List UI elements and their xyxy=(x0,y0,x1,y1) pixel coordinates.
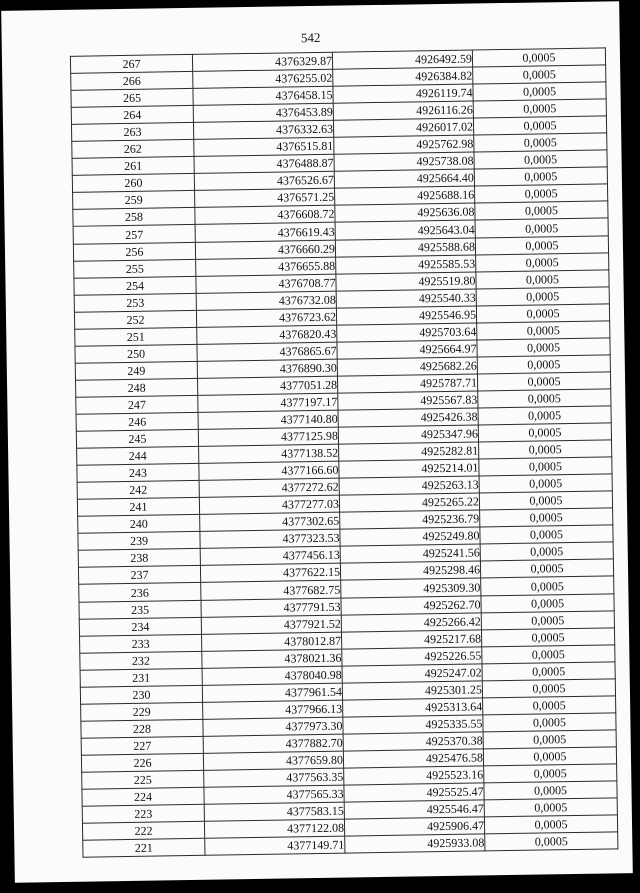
x-coordinate-cell: 4377456.13 xyxy=(200,547,340,566)
coordinate-table-body xyxy=(70,48,618,858)
tolerance-cell: 0,0005 xyxy=(483,747,616,766)
point-number-cell: 224 xyxy=(82,787,204,806)
point-number-cell: 232 xyxy=(80,651,202,670)
x-coordinate-cell: 4376329.87 xyxy=(192,52,332,71)
x-coordinate-cell: 4376655.88 xyxy=(196,257,336,276)
tolerance-cell: 0,0005 xyxy=(478,389,611,408)
y-coordinate-cell: 4925236.79 xyxy=(340,510,480,529)
x-coordinate-cell: 4377197.17 xyxy=(198,393,338,412)
page-number: 542 xyxy=(300,29,321,46)
y-coordinate-cell: 4925636.08 xyxy=(335,203,475,222)
tolerance-cell: 0,0005 xyxy=(476,252,609,271)
tolerance-cell: 0,0005 xyxy=(482,662,615,681)
y-coordinate-cell: 4925588.68 xyxy=(335,238,475,257)
y-coordinate-cell: 4925682.26 xyxy=(337,357,477,376)
tolerance-cell: 0,0005 xyxy=(484,798,617,817)
point-number-cell: 243 xyxy=(77,463,199,482)
y-coordinate-cell: 4925298.46 xyxy=(340,561,480,580)
y-coordinate-cell: 4925546.47 xyxy=(344,800,484,819)
tolerance-cell: 0,0005 xyxy=(481,576,614,595)
tolerance-cell: 0,0005 xyxy=(473,82,606,101)
y-coordinate-cell: 4925664.97 xyxy=(337,340,477,359)
x-coordinate-cell: 4376332.63 xyxy=(193,120,333,139)
y-coordinate-cell: 4925247.02 xyxy=(342,664,482,683)
x-coordinate-cell: 4377659.80 xyxy=(203,751,343,770)
point-number-cell: 245 xyxy=(76,429,198,448)
point-number-cell: 254 xyxy=(74,276,196,295)
point-number-cell: 222 xyxy=(82,821,204,840)
tolerance-cell: 0,0005 xyxy=(480,525,613,544)
x-coordinate-cell: 4377882.70 xyxy=(203,734,343,753)
y-coordinate-cell: 4925546.95 xyxy=(336,306,476,325)
y-coordinate-cell: 4926384.82 xyxy=(333,67,473,86)
y-coordinate-cell: 4925540.33 xyxy=(336,289,476,308)
y-coordinate-cell: 4925347.96 xyxy=(338,425,478,444)
point-number-cell: 244 xyxy=(77,446,199,465)
y-coordinate-cell: 4925370.38 xyxy=(343,732,483,751)
point-number-cell: 250 xyxy=(75,344,197,363)
point-number-cell: 247 xyxy=(76,395,198,414)
point-number-cell: 233 xyxy=(80,634,202,653)
point-number-cell: 251 xyxy=(75,327,197,346)
point-number-cell: 262 xyxy=(72,140,194,159)
point-number-cell: 230 xyxy=(80,685,202,704)
point-number-cell: 249 xyxy=(75,361,197,380)
x-coordinate-cell: 4376255.02 xyxy=(193,69,333,88)
y-coordinate-cell: 4925249.80 xyxy=(340,527,480,546)
point-number-cell: 263 xyxy=(71,123,193,142)
tolerance-cell: 0,0005 xyxy=(480,508,613,527)
tolerance-cell: 0,0005 xyxy=(475,184,608,203)
tolerance-cell: 0,0005 xyxy=(473,116,606,135)
x-coordinate-cell: 4378021.36 xyxy=(202,649,342,668)
y-coordinate-cell: 4925643.04 xyxy=(335,220,475,239)
x-coordinate-cell: 4376865.67 xyxy=(197,342,337,361)
x-coordinate-cell: 4376526.67 xyxy=(194,172,334,191)
coordinate-table-container xyxy=(70,47,618,858)
x-coordinate-cell: 4377125.98 xyxy=(198,427,338,446)
x-coordinate-cell: 4377140.80 xyxy=(198,410,338,429)
point-number-cell: 266 xyxy=(71,71,193,90)
y-coordinate-cell: 4926017.02 xyxy=(333,118,473,137)
point-number-cell: 264 xyxy=(71,106,193,125)
x-coordinate-cell: 4377149.71 xyxy=(205,836,345,855)
point-number-cell: 239 xyxy=(78,532,200,551)
point-number-cell: 265 xyxy=(71,88,193,107)
x-coordinate-cell: 4377051.28 xyxy=(197,376,337,395)
point-number-cell: 221 xyxy=(83,838,205,857)
x-coordinate-cell: 4377583.15 xyxy=(204,802,344,821)
point-number-cell: 234 xyxy=(79,617,201,636)
tolerance-cell: 0,0005 xyxy=(476,304,609,323)
tolerance-cell: 0,0005 xyxy=(481,627,614,646)
tolerance-cell: 0,0005 xyxy=(479,474,612,493)
tolerance-cell: 0,0005 xyxy=(485,832,618,851)
tolerance-cell: 0,0005 xyxy=(475,201,608,220)
x-coordinate-cell: 4377961.54 xyxy=(202,683,342,702)
x-coordinate-cell: 4376732.08 xyxy=(196,291,336,310)
tolerance-cell: 0,0005 xyxy=(483,713,616,732)
x-coordinate-cell: 4378040.98 xyxy=(202,666,342,685)
point-number-cell: 256 xyxy=(73,242,195,261)
y-coordinate-cell: 4925282.81 xyxy=(339,442,479,461)
x-coordinate-cell: 4377563.35 xyxy=(204,768,344,787)
tolerance-cell: 0,0005 xyxy=(482,644,615,663)
x-coordinate-cell: 4376820.43 xyxy=(197,325,337,344)
tolerance-cell: 0,0005 xyxy=(475,235,608,254)
tolerance-cell: 0,0005 xyxy=(474,133,607,152)
point-number-cell: 236 xyxy=(79,583,201,602)
tolerance-cell: 0,0005 xyxy=(479,457,612,476)
point-number-cell: 258 xyxy=(73,208,195,227)
tolerance-cell: 0,0005 xyxy=(474,167,607,186)
tolerance-cell: 0,0005 xyxy=(477,355,610,374)
point-number-cell: 225 xyxy=(82,770,204,789)
point-number-cell: 228 xyxy=(81,719,203,738)
point-number-cell: 226 xyxy=(81,753,203,772)
y-coordinate-cell: 4925567.83 xyxy=(338,391,478,410)
y-coordinate-cell: 4925226.55 xyxy=(342,647,482,666)
y-coordinate-cell: 4925335.55 xyxy=(343,715,483,734)
x-coordinate-cell: 4376458.15 xyxy=(193,86,333,105)
tolerance-cell: 0,0005 xyxy=(474,150,607,169)
y-coordinate-cell: 4925519.80 xyxy=(336,272,476,291)
tolerance-cell: 0,0005 xyxy=(483,696,616,715)
point-number-cell: 248 xyxy=(75,378,197,397)
x-coordinate-cell: 4377272.62 xyxy=(199,478,339,497)
x-coordinate-cell: 4377138.52 xyxy=(199,444,339,463)
point-number-cell: 267 xyxy=(70,54,192,73)
tolerance-cell: 0,0005 xyxy=(480,559,613,578)
document-page xyxy=(1,1,633,883)
x-coordinate-cell: 4377302.65 xyxy=(200,512,340,531)
x-coordinate-cell: 4377973.30 xyxy=(203,717,343,736)
point-number-cell: 242 xyxy=(77,481,199,500)
x-coordinate-cell: 4377166.60 xyxy=(199,461,339,480)
x-coordinate-cell: 4378012.87 xyxy=(202,632,342,651)
point-number-cell: 252 xyxy=(74,310,196,329)
x-coordinate-cell: 4376608.72 xyxy=(195,206,335,225)
x-coordinate-cell: 4377791.53 xyxy=(201,598,341,617)
tolerance-cell: 0,0005 xyxy=(481,610,614,629)
point-number-cell: 237 xyxy=(78,566,200,585)
point-number-cell: 255 xyxy=(74,259,196,278)
tolerance-cell: 0,0005 xyxy=(476,287,609,306)
x-coordinate-cell: 4377277.03 xyxy=(199,495,339,514)
tolerance-cell: 0,0005 xyxy=(478,423,611,442)
tolerance-cell: 0,0005 xyxy=(479,440,612,459)
x-coordinate-cell: 4376571.25 xyxy=(195,189,335,208)
y-coordinate-cell: 4925585.53 xyxy=(336,255,476,274)
x-coordinate-cell: 4377921.52 xyxy=(201,615,341,634)
y-coordinate-cell: 4925762.98 xyxy=(334,135,474,154)
tolerance-cell: 0,0005 xyxy=(478,406,611,425)
y-coordinate-cell: 4925309.30 xyxy=(341,578,481,597)
y-coordinate-cell: 4925241.56 xyxy=(340,544,480,563)
x-coordinate-cell: 4377682.75 xyxy=(201,581,341,600)
point-number-cell: 235 xyxy=(79,600,201,619)
y-coordinate-cell: 4925214.01 xyxy=(339,459,479,478)
y-coordinate-cell: 4925703.64 xyxy=(337,323,477,342)
y-coordinate-cell: 4925426.38 xyxy=(338,408,478,427)
tolerance-cell: 0,0005 xyxy=(477,372,610,391)
x-coordinate-cell: 4377122.08 xyxy=(204,819,344,838)
x-coordinate-cell: 4376488.87 xyxy=(194,154,334,173)
y-coordinate-cell: 4925266.42 xyxy=(341,612,481,631)
point-number-cell: 261 xyxy=(72,157,194,176)
point-number-cell: 223 xyxy=(82,804,204,823)
y-coordinate-cell: 4926116.26 xyxy=(333,101,473,120)
tolerance-cell: 0,0005 xyxy=(484,781,617,800)
point-number-cell: 257 xyxy=(73,225,195,244)
x-coordinate-cell: 4377622.15 xyxy=(200,564,340,583)
point-number-cell: 227 xyxy=(81,736,203,755)
x-coordinate-cell: 4377323.53 xyxy=(200,529,340,548)
y-coordinate-cell: 4925217.68 xyxy=(341,630,481,649)
point-number-cell: 241 xyxy=(77,498,199,517)
y-coordinate-cell: 4925787.71 xyxy=(337,374,477,393)
y-coordinate-cell: 4925906.47 xyxy=(344,817,484,836)
x-coordinate-cell: 4376723.62 xyxy=(196,308,336,327)
x-coordinate-cell: 4377966.13 xyxy=(203,700,343,719)
y-coordinate-cell: 4925301.25 xyxy=(342,681,482,700)
y-coordinate-cell: 4925933.08 xyxy=(345,834,485,853)
tolerance-cell: 0,0005 xyxy=(484,815,617,834)
tolerance-cell: 0,0005 xyxy=(473,65,606,84)
tolerance-cell: 0,0005 xyxy=(476,270,609,289)
point-number-cell: 238 xyxy=(78,549,200,568)
point-number-cell: 231 xyxy=(80,668,202,687)
y-coordinate-cell: 4925476.58 xyxy=(343,749,483,768)
x-coordinate-cell: 4376660.29 xyxy=(195,240,335,259)
x-coordinate-cell: 4376515.81 xyxy=(194,137,334,156)
y-coordinate-cell: 4925688.16 xyxy=(335,186,475,205)
y-coordinate-cell: 4925664.40 xyxy=(334,169,474,188)
tolerance-cell: 0,0005 xyxy=(473,99,606,118)
coordinate-table xyxy=(70,47,619,858)
tolerance-cell: 0,0005 xyxy=(482,679,615,698)
y-coordinate-cell: 4926119.74 xyxy=(333,84,473,103)
y-coordinate-cell: 4925263.13 xyxy=(339,476,479,495)
x-coordinate-cell: 4376619.43 xyxy=(195,223,335,242)
y-coordinate-cell: 4925525.47 xyxy=(344,783,484,802)
tolerance-cell: 0,0005 xyxy=(479,491,612,510)
point-number-cell: 240 xyxy=(78,515,200,534)
y-coordinate-cell: 4926492.59 xyxy=(332,50,472,69)
point-number-cell: 259 xyxy=(73,191,195,210)
y-coordinate-cell: 4925523.16 xyxy=(344,766,484,785)
y-coordinate-cell: 4925265.22 xyxy=(339,493,479,512)
x-coordinate-cell: 4376708.77 xyxy=(196,274,336,293)
x-coordinate-cell: 4376453.89 xyxy=(193,103,333,122)
tolerance-cell: 0,0005 xyxy=(483,730,616,749)
point-number-cell: 229 xyxy=(81,702,203,721)
x-coordinate-cell: 4376890.30 xyxy=(197,359,337,378)
point-number-cell: 253 xyxy=(74,293,196,312)
point-number-cell: 246 xyxy=(76,412,198,431)
point-number-cell: 260 xyxy=(72,174,194,193)
tolerance-cell: 0,0005 xyxy=(477,338,610,357)
x-coordinate-cell: 4377565.33 xyxy=(204,785,344,804)
y-coordinate-cell: 4925313.64 xyxy=(343,698,483,717)
tolerance-cell: 0,0005 xyxy=(472,48,605,67)
tolerance-cell: 0,0005 xyxy=(477,321,610,340)
tolerance-cell: 0,0005 xyxy=(475,218,608,237)
tolerance-cell: 0,0005 xyxy=(481,593,614,612)
tolerance-cell: 0,0005 xyxy=(484,764,617,783)
y-coordinate-cell: 4925262.70 xyxy=(341,595,481,614)
tolerance-cell: 0,0005 xyxy=(480,542,613,561)
y-coordinate-cell: 4925738.08 xyxy=(334,152,474,171)
